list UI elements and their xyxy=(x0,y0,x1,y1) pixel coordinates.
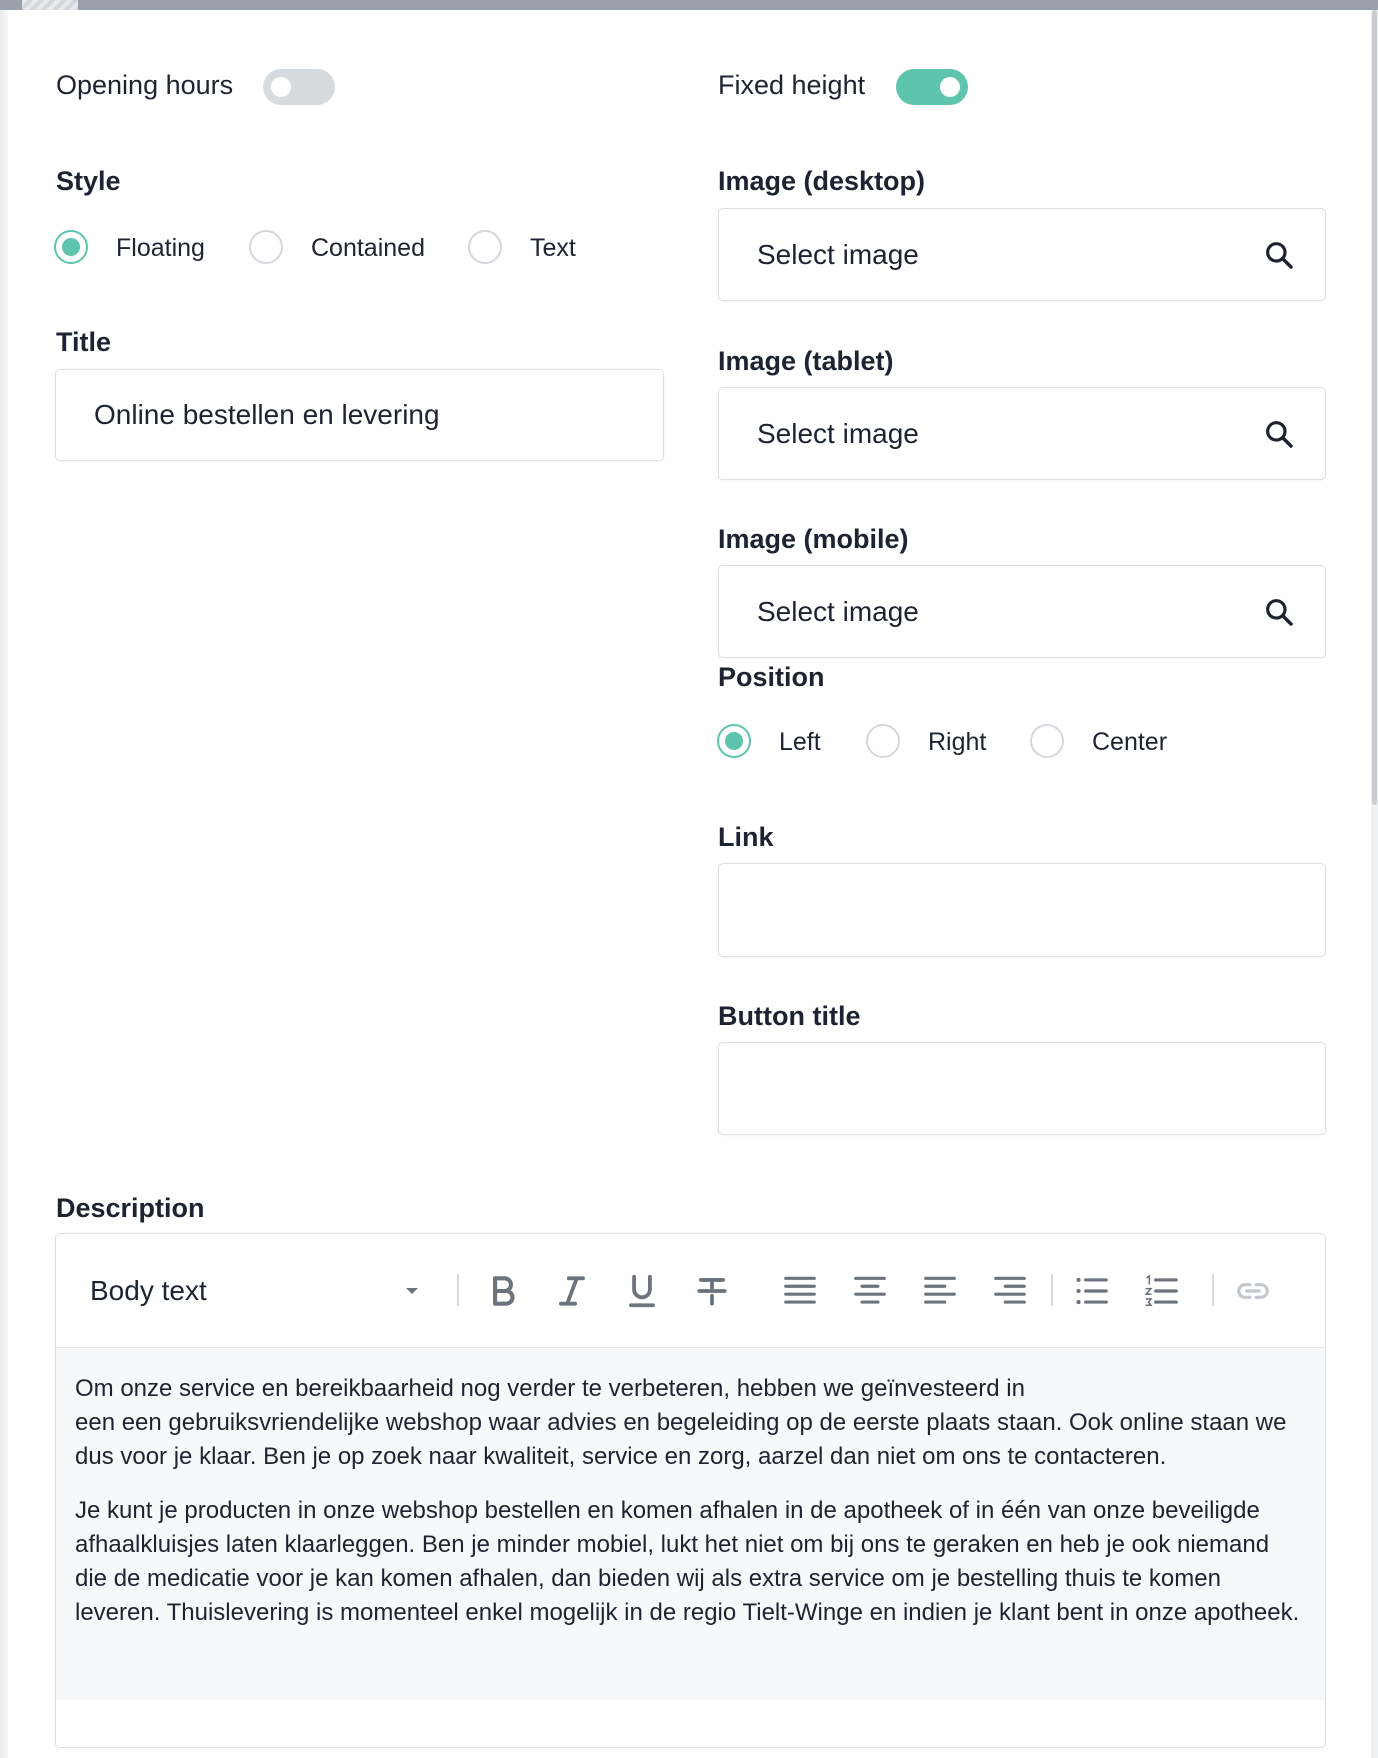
toggle-knob xyxy=(271,77,291,97)
link-label: Link xyxy=(718,822,774,852)
image-desktop-picker[interactable] xyxy=(718,208,1326,301)
button-title-label: Button title xyxy=(718,1001,861,1031)
position-radio-right[interactable] xyxy=(866,724,900,758)
italic-button[interactable] xyxy=(553,1272,591,1310)
numbered-list-icon xyxy=(1143,1272,1181,1310)
paragraph-line: Je kunt je producten in onze webshop bestellen en komen afhalen in de apotheek of in één van onze beveiligde afhaalkluisjes laten klaarleggen. Ben je minder mobiel, lukt het niet om bij ons te geraken en heb je ook niemand die de medicatie voor je kan komen afhalen, dan bieden wij als extra service om je bestelling thuis te komen leveren. Thuislevering is momenteel enkel mogelijk in de regio Tielt-Winge en indien je klant bent in onze apotheek. xyxy=(75,1497,1300,1626)
strikethrough-icon xyxy=(693,1272,731,1310)
style-radio-floating[interactable] xyxy=(54,230,88,264)
title-input[interactable] xyxy=(55,369,664,461)
search-icon[interactable] xyxy=(1263,239,1295,271)
top-bar xyxy=(0,0,1378,10)
paragraph-line: Om onze service en bereikbaarheid nog verder te verbeteren, hebben we geïnvesteerd in xyxy=(75,1375,1025,1402)
link-icon xyxy=(1234,1272,1272,1310)
image-mobile-picker[interactable] xyxy=(718,565,1326,658)
editor-content[interactable] xyxy=(56,1348,1325,1700)
image-tablet-picker[interactable] xyxy=(718,387,1326,480)
underline-button[interactable] xyxy=(623,1272,661,1310)
title-input-value: Online bestellen en levering xyxy=(94,399,440,430)
position-option-right: Right xyxy=(928,728,987,756)
image-desktop-label: Image (desktop) xyxy=(718,166,926,196)
link-input[interactable] xyxy=(718,863,1326,957)
underline-icon xyxy=(623,1272,661,1310)
position-radio-left[interactable] xyxy=(717,724,751,758)
image-tablet-label: Image (tablet) xyxy=(718,346,894,376)
image-tablet-value: Select image xyxy=(757,417,919,449)
align-left-icon xyxy=(921,1272,959,1310)
sidebar-edge xyxy=(0,10,8,1758)
style-label: Style xyxy=(56,166,121,196)
align-right-icon xyxy=(991,1272,1029,1310)
title-label: Title xyxy=(56,327,112,357)
align-center-icon xyxy=(851,1272,889,1310)
description-paragraph-1 xyxy=(75,1372,1307,1474)
image-mobile-label: Image (mobile) xyxy=(718,524,909,554)
format-select[interactable]: Body text xyxy=(90,1275,207,1306)
bold-icon xyxy=(484,1272,522,1310)
scrollbar-thumb[interactable] xyxy=(1372,10,1377,805)
search-icon[interactable] xyxy=(1263,418,1295,450)
align-justify-icon xyxy=(781,1272,819,1310)
image-mobile-value: Select image xyxy=(757,595,919,627)
description-label: Description xyxy=(56,1193,205,1223)
toolbar-divider xyxy=(1051,1274,1053,1306)
button-title-input[interactable] xyxy=(718,1042,1326,1135)
search-icon[interactable] xyxy=(1263,596,1295,628)
position-label: Position xyxy=(718,662,825,692)
align-left-button[interactable] xyxy=(921,1272,959,1310)
style-radio-contained[interactable] xyxy=(249,230,283,264)
style-option-contained: Contained xyxy=(311,234,425,262)
align-center-button[interactable] xyxy=(851,1272,889,1310)
position-radio-center[interactable] xyxy=(1030,724,1064,758)
editor-toolbar xyxy=(56,1234,1325,1348)
numbered-list-button[interactable] xyxy=(1143,1272,1181,1310)
bold-button[interactable] xyxy=(484,1272,522,1310)
link-button[interactable] xyxy=(1234,1272,1272,1310)
align-justify-button[interactable] xyxy=(781,1272,819,1310)
style-radio-text[interactable] xyxy=(468,230,502,264)
opening-hours-label: Opening hours xyxy=(56,70,234,100)
bullet-list-icon xyxy=(1073,1272,1111,1310)
top-bar-hatch xyxy=(22,0,78,10)
fixed-height-toggle[interactable] xyxy=(896,69,968,105)
toolbar-divider xyxy=(1212,1274,1214,1306)
style-option-text: Text xyxy=(530,234,576,262)
bullet-list-button[interactable] xyxy=(1073,1272,1111,1310)
image-desktop-value: Select image xyxy=(757,238,919,270)
toggle-knob xyxy=(940,77,960,97)
fixed-height-label: Fixed height xyxy=(718,70,866,100)
position-option-left: Left xyxy=(779,728,821,756)
align-right-button[interactable] xyxy=(991,1272,1029,1310)
paragraph-line: een een gebruiksvriendelijke webshop waar advies en begeleiding op de eerste plaats staan. Ook online staan we dus voor je klaar. Ben je op zoek naar kwaliteit, service en zorg, aarzel dan niet om ons te contacteren. xyxy=(75,1409,1287,1470)
opening-hours-toggle[interactable] xyxy=(263,69,335,105)
italic-icon xyxy=(553,1272,591,1310)
style-option-floating: Floating xyxy=(116,234,205,262)
strikethrough-button[interactable] xyxy=(693,1272,731,1310)
position-option-center: Center xyxy=(1092,728,1168,756)
toolbar-divider xyxy=(457,1274,459,1306)
description-editor xyxy=(55,1233,1326,1748)
description-paragraph-2 xyxy=(75,1494,1307,1630)
chevron-down-icon[interactable] xyxy=(406,1288,418,1294)
